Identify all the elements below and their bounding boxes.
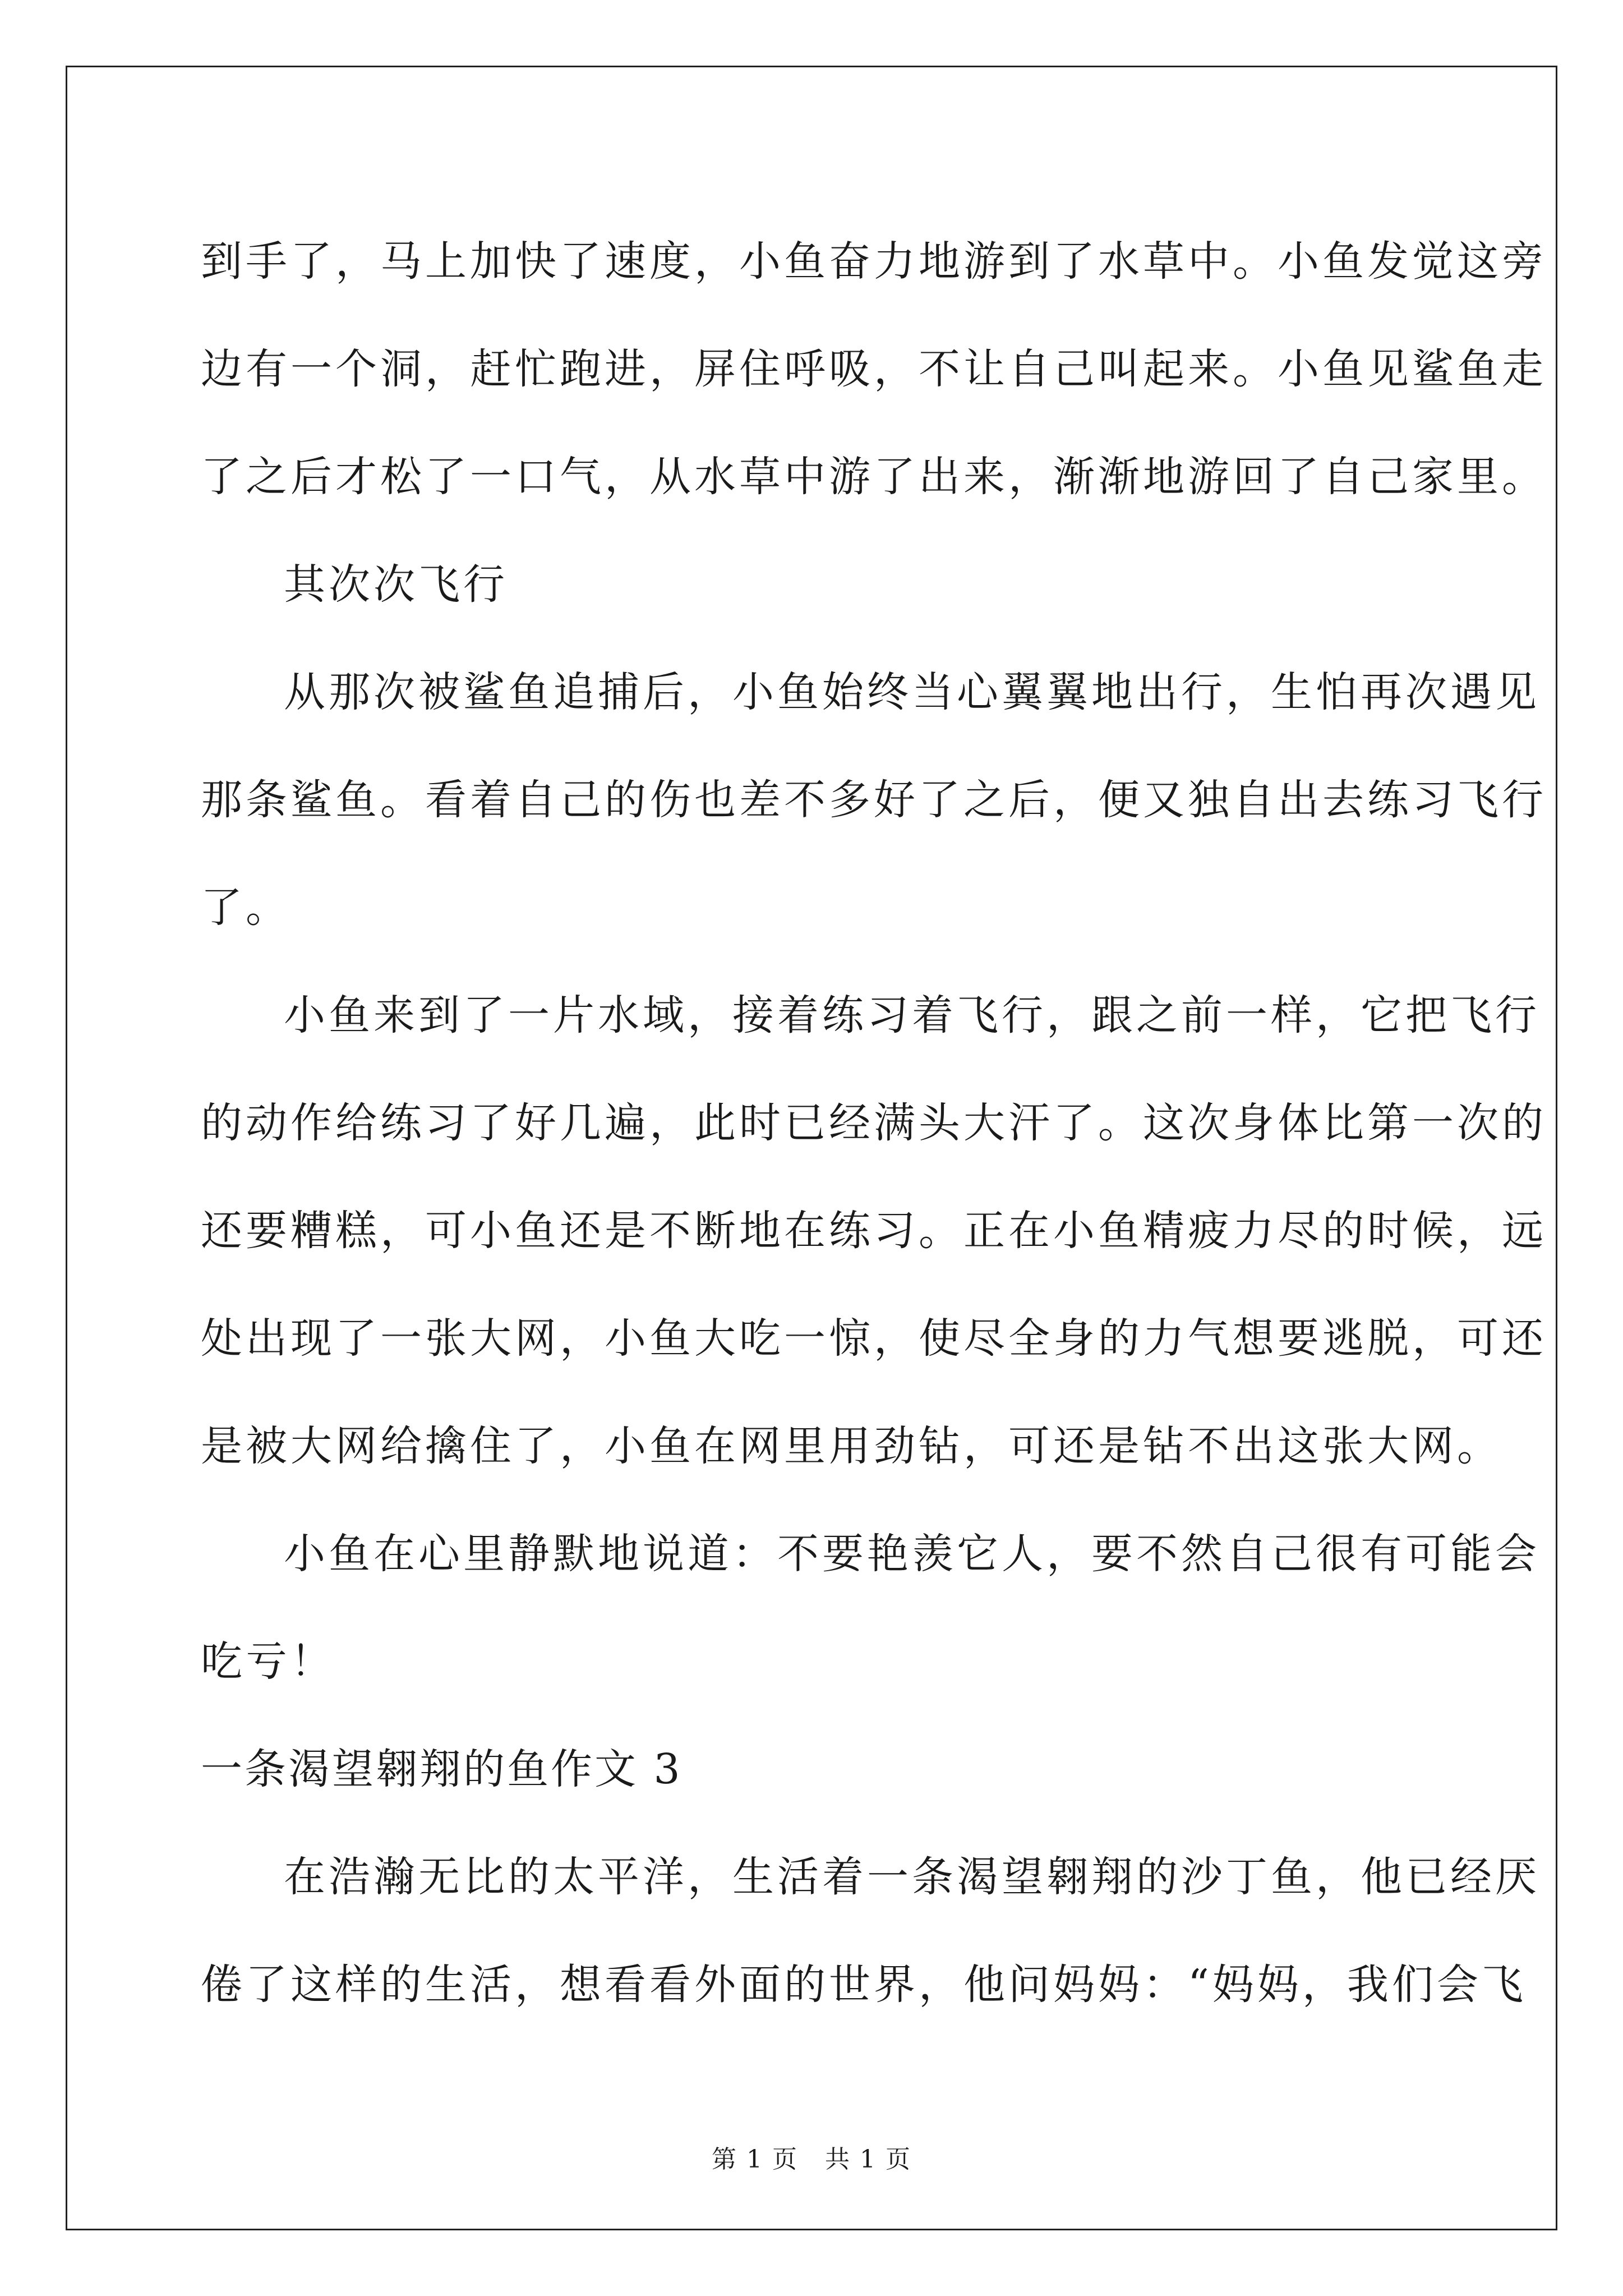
text-line: 的动作给练习了好几遍，此时已经满头大汗了。这次身体比第一次的 bbox=[201, 1099, 1547, 1147]
text-line: 小鱼在心里静默地说道：不要艳羡它人，要不然自己很有可能会 bbox=[284, 1530, 1540, 1578]
page-number: 第 1 页 bbox=[712, 2145, 798, 2174]
document-body bbox=[201, 208, 1547, 2039]
text-line: 了。 bbox=[201, 884, 291, 932]
text-line: 边有一个洞，赶忙跑进，屏住呼吸，不让自己叫起来。小鱼见鲨鱼走 bbox=[201, 345, 1547, 393]
text-line: 是被大网给擒住了，小鱼在网里用劲钻，可还是钻不出这张大网。 bbox=[201, 1422, 1502, 1470]
text-line: 从那次被鲨鱼追捕后，小鱼始终当心翼翼地出行，生怕再次遇见 bbox=[284, 668, 1540, 716]
text-line: 那条鲨鱼。看着自己的伤也差不多好了之后，便又独自出去练习飞行 bbox=[201, 776, 1547, 824]
section-heading: 其次次飞行 bbox=[284, 560, 508, 609]
article-title: 一条渴望翱翔的鱼作文 3 bbox=[201, 1745, 683, 1793]
text-line: 到手了，马上加快了速度，小鱼奋力地游到了水草中。小鱼发觉这旁 bbox=[201, 237, 1547, 286]
text-line: 小鱼来到了一片水域，接着练习着飞行，跟之前一样，它把飞行 bbox=[284, 991, 1540, 1039]
text-line: 在浩瀚无比的太平洋，生活着一条渴望翱翔的沙丁鱼，他已经厌 bbox=[284, 1853, 1540, 1901]
page-total: 共 1 页 bbox=[825, 2145, 911, 2174]
page-footer bbox=[0, 2143, 1623, 2177]
text-line: 倦了这样的生活，想看看外面的世界，他问妈妈：“妈妈，我们会飞 bbox=[201, 1961, 1527, 2009]
text-line: 处出现了一张大网，小鱼大吃一惊，使尽全身的力气想要逃脱，可还 bbox=[201, 1314, 1547, 1363]
text-line: 了之后才松了一口气，从水草中游了出来，渐渐地游回了自己家里。 bbox=[201, 453, 1547, 501]
text-line: 还要糟糕，可小鱼还是不断地在练习。正在小鱼精疲力尽的时候，远 bbox=[201, 1207, 1547, 1255]
text-line: 吃亏！ bbox=[201, 1637, 335, 1686]
